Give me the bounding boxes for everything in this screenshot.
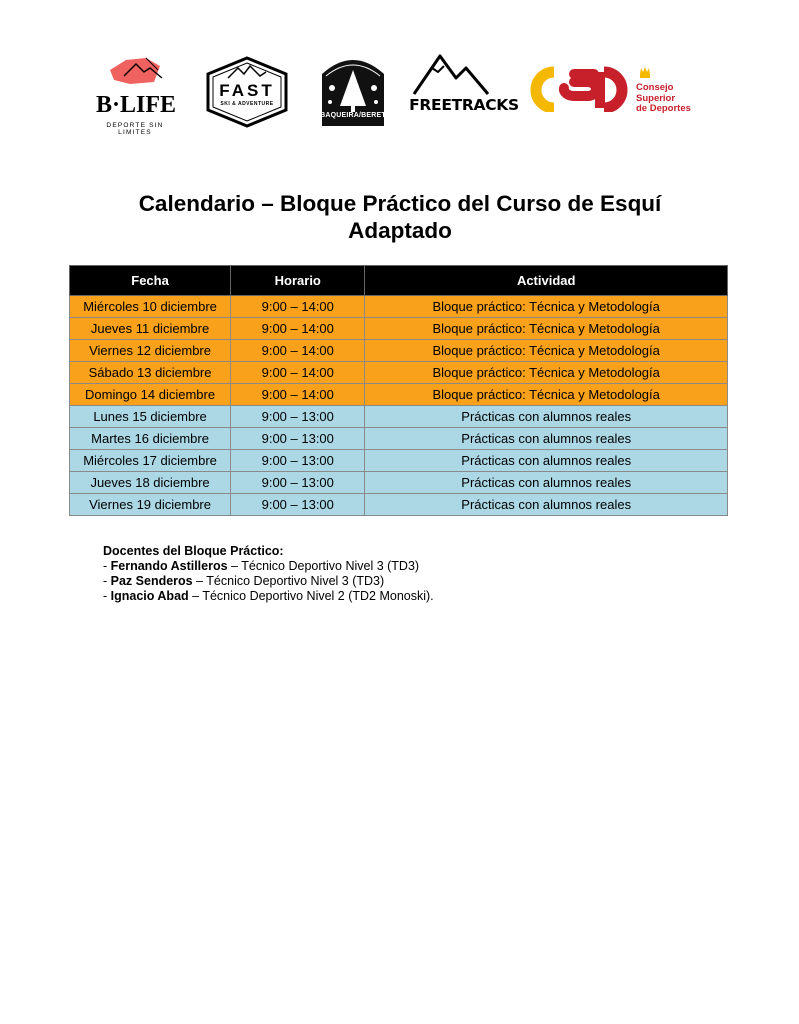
blife-mountain-icon: [106, 54, 166, 90]
cell-fecha: Lunes 15 diciembre: [70, 406, 231, 428]
blife-wordmark: B·LIFE: [96, 92, 177, 118]
table-row: [70, 362, 728, 384]
csd-line-1: Consejo: [636, 82, 674, 93]
table-row: [70, 384, 728, 406]
blife-tagline: DEPORTE SIN LIMITES: [106, 122, 164, 136]
teacher-item: [103, 559, 434, 574]
cell-fecha: Viernes 12 diciembre: [70, 340, 231, 362]
teacher-role: – Técnico Deportivo Nivel 3 (TD3): [192, 574, 385, 588]
cell-horario: 9:00 – 13:00: [231, 472, 365, 494]
teacher-bullet: -: [103, 589, 111, 603]
fast-tagline: SKI & ADVENTURE: [220, 101, 274, 107]
cell-actividad: Bloque práctico: Técnica y Metodología: [365, 384, 728, 406]
teacher-item: [103, 589, 434, 604]
cell-horario: 9:00 – 14:00: [231, 362, 365, 384]
fast-logo: [204, 56, 290, 128]
cell-fecha: Jueves 18 diciembre: [70, 472, 231, 494]
cell-horario: 9:00 – 14:00: [231, 340, 365, 362]
title-line-1: Calendario – Bloque Práctico del Curso de Esquí: [138, 191, 662, 216]
cell-actividad: Bloque práctico: Técnica y Metodología: [365, 296, 728, 318]
cell-fecha: Miércoles 10 diciembre: [70, 296, 231, 318]
teacher-bullet: -: [103, 559, 111, 573]
cell-actividad: Prácticas con alumnos reales: [365, 472, 728, 494]
cell-horario: 9:00 – 14:00: [231, 384, 365, 406]
teacher-bullet: -: [103, 574, 111, 588]
cell-fecha: Sábado 13 diciembre: [70, 362, 231, 384]
teacher-role: – Técnico Deportivo Nivel 2 (TD2 Monoski).: [188, 589, 434, 603]
cell-horario: 9:00 – 13:00: [231, 450, 365, 472]
baqueira-logo: [316, 52, 390, 132]
table-row: [70, 296, 728, 318]
cell-actividad: Prácticas con alumnos reales: [365, 406, 728, 428]
csd-emblem-icon: [530, 66, 634, 112]
baqueira-wordmark: BAQUEIRA/BERET: [320, 112, 386, 119]
blife-logo: [92, 54, 178, 136]
teacher-role: – Técnico Deportivo Nivel 3 (TD3): [227, 559, 420, 573]
teacher-name: Ignacio Abad: [110, 589, 189, 603]
freetracks-mountain-icon: [408, 52, 520, 98]
cell-actividad: Bloque práctico: Técnica y Metodología: [365, 362, 728, 384]
cell-actividad: Bloque práctico: Técnica y Metodología: [365, 340, 728, 362]
freetracks-wordmark: FREETRACKS: [409, 96, 519, 114]
table-row: [70, 406, 728, 428]
cell-fecha: Jueves 11 diciembre: [70, 318, 231, 340]
table-row: [70, 494, 728, 516]
header-fecha: Fecha: [70, 266, 231, 296]
cell-horario: 9:00 – 13:00: [231, 428, 365, 450]
teacher-name: Paz Senderos: [110, 574, 193, 588]
fast-wordmark: FAST: [219, 81, 275, 100]
teacher-item: [103, 574, 434, 589]
csd-logo: [530, 66, 694, 126]
table-header-row: [70, 266, 728, 296]
csd-line-3: de Deportes: [636, 103, 691, 114]
cell-horario: 9:00 – 14:00: [231, 318, 365, 340]
table-row: [70, 428, 728, 450]
title-line-2: Adaptado: [348, 218, 452, 243]
table-row: [70, 318, 728, 340]
cell-actividad: Prácticas con alumnos reales: [365, 494, 728, 516]
cell-actividad: Prácticas con alumnos reales: [365, 450, 728, 472]
teachers-section: [103, 544, 434, 604]
logo-bar: [0, 48, 799, 138]
teachers-heading: Docentes del Bloque Práctico:: [103, 544, 284, 558]
header-actividad: Actividad: [365, 266, 728, 296]
cell-fecha: Miércoles 17 diciembre: [70, 450, 231, 472]
csd-wordmark: [636, 83, 691, 115]
cell-actividad: Bloque práctico: Técnica y Metodología: [365, 318, 728, 340]
baqueira-badge-icon: [316, 52, 390, 132]
cell-fecha: Domingo 14 diciembre: [70, 384, 231, 406]
table-row: [70, 472, 728, 494]
table-row: [70, 450, 728, 472]
cell-fecha: Viernes 19 diciembre: [70, 494, 231, 516]
freetracks-logo: [408, 52, 520, 122]
calendar-table: [69, 265, 728, 516]
cell-horario: 9:00 – 14:00: [231, 296, 365, 318]
header-horario: Horario: [231, 266, 365, 296]
teacher-name: Fernando Astilleros: [110, 559, 228, 573]
csd-line-2: Superior: [636, 92, 676, 104]
cell-fecha: Martes 16 diciembre: [70, 428, 231, 450]
table-row: [70, 340, 728, 362]
cell-horario: 9:00 – 13:00: [231, 406, 365, 428]
document-title: [80, 190, 720, 244]
crown-icon: [638, 66, 652, 80]
cell-actividad: Prácticas con alumnos reales: [365, 428, 728, 450]
cell-horario: 9:00 – 13:00: [231, 494, 365, 516]
